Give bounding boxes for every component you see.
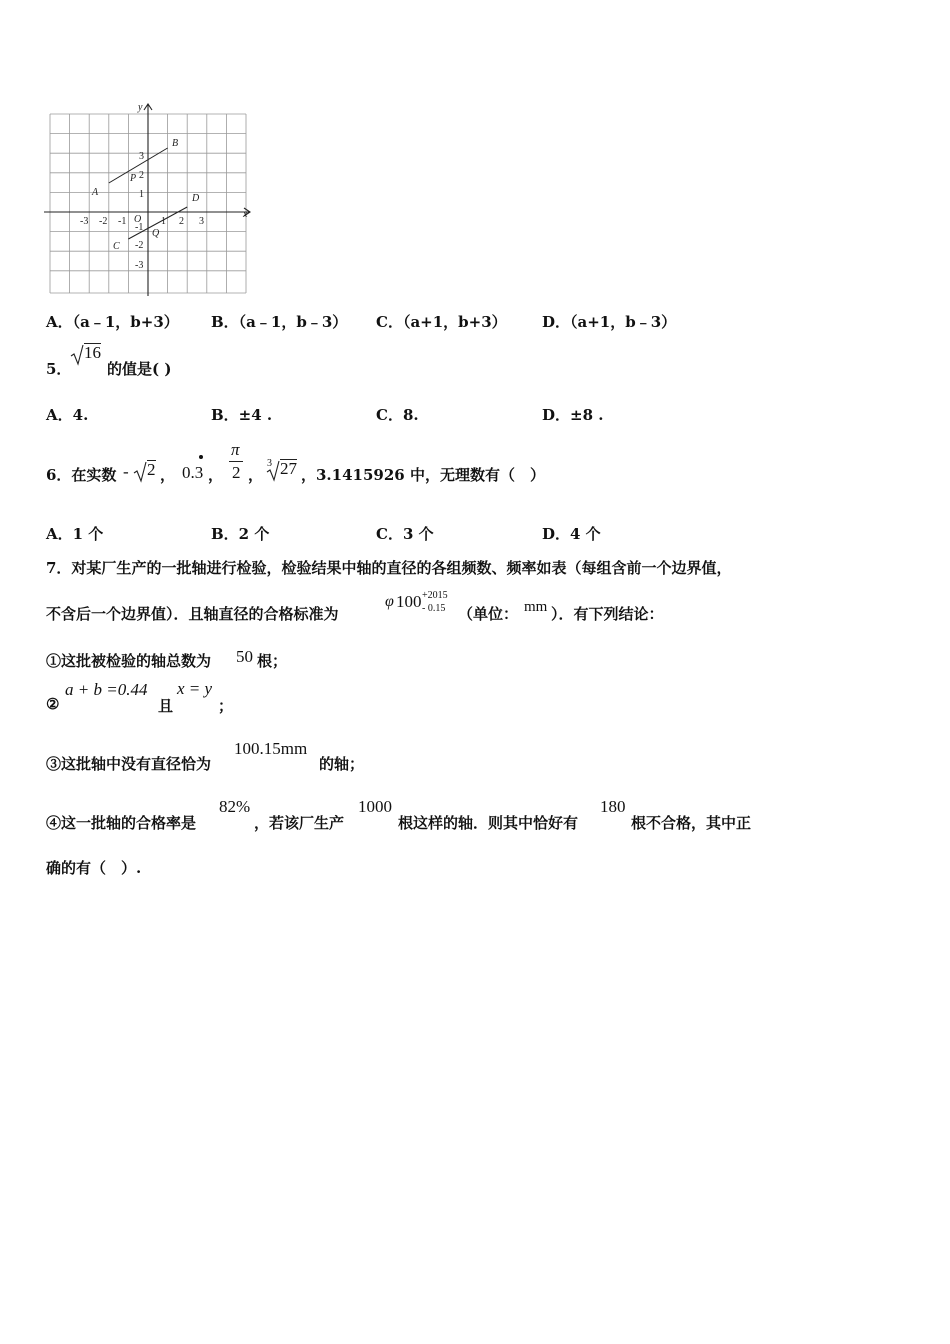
q7-statement2-a: ②	[46, 695, 60, 713]
cube-root-sign	[266, 460, 280, 482]
q7-statement3-a: ③这批轴中没有直径恰为	[46, 755, 212, 773]
q7-statement4-m: 180	[600, 797, 626, 816]
q5-option-d: D．±8 .	[542, 406, 604, 424]
q7-statement4-n: 1000	[358, 797, 392, 816]
q7-statement2-and: 且	[158, 697, 174, 715]
q6-repeating-decimal: 0.3	[182, 463, 204, 482]
q5-radicand: 16	[84, 343, 101, 362]
q4-option-a: A．（a﹣1，b+3）	[46, 313, 179, 331]
q7-statement2-eq: a + b =0.44	[65, 680, 148, 699]
x-tick-label: -1	[118, 216, 127, 227]
q4-option-d: D．（a+1，b﹣3）	[542, 313, 677, 331]
q7-statement4-c: 根这样的轴．则其中恰好有	[398, 814, 579, 832]
q6-prefix: 6．在实数	[46, 466, 117, 484]
q7-statement1-num: 50	[236, 647, 253, 666]
q6-pi: π	[231, 440, 240, 459]
point-label-q: Q	[152, 228, 160, 239]
q7-statement4-d: 根不合格，其中正	[631, 814, 752, 832]
q6-tail: ，3.1415926 中，无理数有（ ）	[301, 466, 545, 484]
q6-option-a: A．1 个	[46, 525, 104, 543]
q6-denominator: 2	[232, 463, 241, 482]
x-tick-label: 1	[161, 216, 166, 227]
q7-last-line: 确的有（ ）.	[46, 859, 142, 877]
q5-option-c: C．8.	[376, 406, 419, 424]
q7-statement2-eq2: x = y	[177, 679, 213, 698]
q7-unit: mm	[524, 599, 548, 615]
q5-option-b: B．±4 .	[211, 406, 273, 424]
q7-statement4-a: ④这一批轴的合格率是	[46, 814, 197, 832]
q7-line2-a: 不含后一个边界值）．且轴直径的合格标准为	[46, 605, 339, 623]
q7-statement4-b: ，若该厂生产	[254, 814, 345, 832]
q4-option-b: B．（a﹣1，b﹣3）	[211, 313, 348, 331]
q6-minus: -	[123, 462, 129, 481]
q6-separator: ，	[248, 466, 264, 484]
q7-statement3-val: 100.15mm	[234, 739, 308, 758]
q7-base-diameter: 100	[396, 592, 422, 611]
q7-statement1-a: ①这批被检验的轴总数为	[46, 652, 212, 670]
q7-tolerance-upper: +2015	[422, 590, 448, 601]
q7-phi: φ	[385, 593, 394, 610]
q6-separator: ，	[208, 466, 224, 484]
coordinate-grid-figure	[40, 100, 255, 300]
y-tick-label: 3	[139, 151, 144, 162]
y-tick-label: 2	[139, 170, 144, 181]
q7-statement4-rate: 82%	[219, 797, 251, 816]
q6-option-b: B．2 个	[211, 525, 270, 543]
point-label-d: D	[192, 193, 200, 204]
y-tick-label: -1	[135, 222, 144, 233]
q5-number: 5．	[46, 360, 72, 378]
sqrt-sign	[133, 461, 147, 483]
q5-stem: 的值是( )	[107, 360, 172, 378]
point-label-p: P	[130, 173, 137, 184]
q7-line2-c: ）．有下列结论：	[551, 605, 664, 623]
point-label-c: C	[113, 241, 120, 252]
q6-cube-index: 3	[267, 458, 272, 469]
point-label-b: B	[172, 138, 179, 149]
q6-option-c: C．3 个	[376, 525, 434, 543]
x-tick-label: 3	[199, 216, 204, 227]
x-tick-label: -3	[80, 216, 89, 227]
axis-label-y: y	[138, 102, 143, 113]
point-label-a: A	[92, 187, 99, 198]
repeating-dot	[199, 455, 203, 459]
q7-tolerance-lower: - 0.15	[422, 603, 446, 614]
q6-separator: ，	[160, 466, 176, 484]
q5-option-a: A．4.	[46, 406, 89, 424]
axis-label-x: x	[243, 209, 248, 220]
q7-statement2-end: ；	[218, 697, 234, 715]
x-tick-label: 2	[179, 216, 184, 227]
q6-sqrt2-radicand: 2	[147, 460, 156, 479]
fraction-bar	[229, 461, 243, 462]
axes	[44, 104, 250, 296]
y-tick-label: 1	[139, 189, 144, 200]
origin-label: O	[134, 214, 142, 225]
sqrt-sign	[70, 344, 84, 366]
y-tick-label: -2	[135, 240, 144, 251]
q7-line2-b: （单位：	[458, 605, 519, 623]
q6-option-d: D．4 个	[542, 525, 601, 543]
q7-statement3-b: 的轴；	[319, 755, 365, 773]
x-tick-label: -2	[99, 216, 108, 227]
q6-cube-radicand: 27	[280, 459, 297, 478]
y-tick-label: -3	[135, 260, 144, 271]
q7-line1: 7．对某厂生产的一批轴进行检验，检验结果中轴的直径的各组频数、频率如表（每组含前一个边界值，	[46, 559, 732, 577]
q7-statement1-b: 根；	[257, 652, 288, 670]
q4-option-c: C．（a+1，b+3）	[376, 313, 507, 331]
